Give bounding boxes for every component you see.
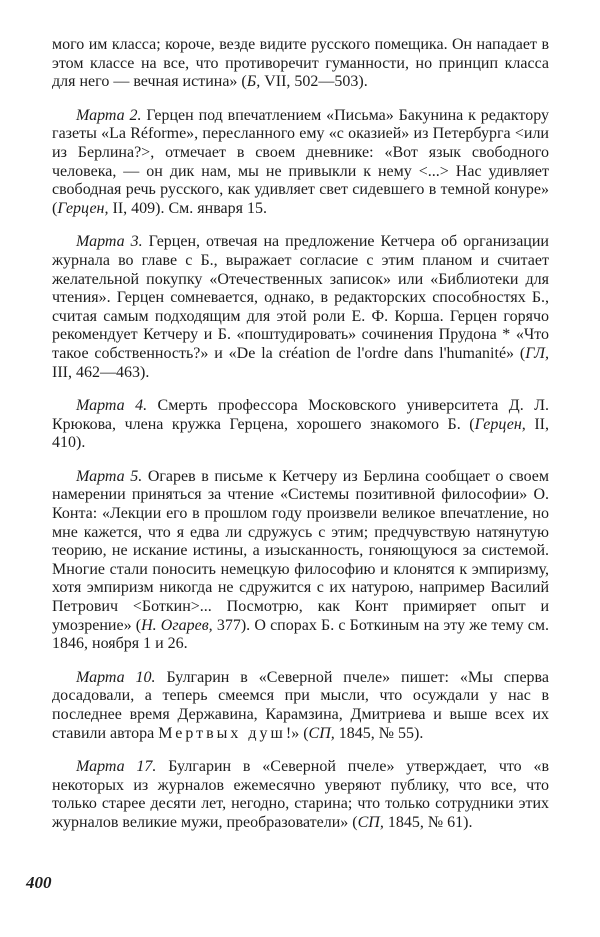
page-number: 400 [26,873,52,892]
entry-march-2 [52,107,549,219]
paragraph-text: Смерть профессора Московского университета Д. Л. Крюкова, члена кружка Герцена, хорошего знакомого Б. ( [52,397,549,433]
entry-date: Марта 5. [76,467,143,485]
entry-march-3 [52,233,549,382]
reference-details: III, 462—463). [52,363,150,381]
reference-details: VII, 502—503). [260,73,368,91]
reference-details: II, 409). См. января 15. [108,199,268,217]
source-reference: Н. Огарев, [141,616,213,634]
paragraph-text: Герцен под впечатлением «Письма» Бакунина к редактору газеты «La Réforme», пересланного ему «с оказией» из Петербурга <или из Берлина?>, отмечает в своем дневнике: «Вот язык свободного человека, — он дик нам, мы не привыкли к нему <...> Нас удивляет свободная речь русского, как удивляет свет сидевшего в темной конуре» ( [52,106,549,217]
entry-date: Марта 17. [76,758,157,776]
source-reference: Герцен, [57,199,109,217]
entry-date: Марта 4. [76,397,148,415]
source-reference: ГЛ, [525,344,549,362]
source-reference: Герцен, [474,415,526,433]
document-page [52,36,549,833]
entry-march-10 [52,669,549,743]
paragraph-text: Булгарин в «Северной пчеле» пишет: «Мы сперва досадовали, а теперь смеемся при мысли, что осуждали у нас в последнее время Державина, Карамзина, Дмитриева и выше всех их ставили автора [52,668,549,742]
source-reference: Б, [246,73,261,91]
reference-details: 377). О спорах Б. с Боткиным на эту же тему см. 1846, ноября 1 и 26. [52,616,549,653]
reference-details: II, 410). [52,415,550,452]
paragraph-text: Герцен, отвечая на предложение Кетчера об организации журнала во главе с Б., выражает согласие с этим планом и считает желательной покупку «Отечественных записок» или «Библиотеки для чтения». Герцен сомневается, однако, в редакторских способностях Б., считая самым подходящим для этой роли Е. Ф. Корша. Герцен горячо рекомендует Кетчеру и Б. «поштудировать» сочинения Прудона * «Что такое собственность?» и «De la création de l'ordre dans l'humanité» ( [52,233,549,362]
paragraph-continuation [52,36,549,92]
entry-date: Марта 2. [76,106,142,124]
spaced-title: Мертвых душ [158,724,286,742]
entry-march-17 [52,758,549,832]
reference-details: 1845, № 61). [383,813,473,831]
paragraph-text: мого им класса; короче, везде видите русского помещика. Он нападает в этом классе на все, что противоречит гуманности, но принцип класса для него — вечная истина» ( [52,36,549,91]
entry-march-5 [52,468,549,654]
paragraph-text: Огарев в письме к Кетчеру из Берлина сообщает о своем намерении приняться за чтение «Системы позитивной философии» О. Конта: «Лекции его в прошлом году произвели великое впечатление, но мне кажется, что я едва ли сдружусь с этим; предчувствую натянутую теорию, не искание истины, а изысканность, гоняющуюся за системой. Многие стали поносить немецкую философию и клонятся к эмпиризму, хотя эмпиризм никогда не сдружится с их натурою, например Василий Петрович <Боткин>... Посмотрю, как Конт примиряет опыт и умозрение» ( [52,467,550,634]
entry-date: Марта 10. [76,668,156,686]
entry-date: Марта 3. [76,233,143,251]
paragraph-text: Булгарин в «Северной пчеле» утверждает, что «в некоторых из журналов ежемесячно уверяют публику, что все, что только старее десяти лет, негодно, старина; что только сотрудники этих журналов великие мужи, преобразователи» ( [52,758,549,831]
quote-close: !» ( [285,724,309,742]
source-reference: СП, [357,813,384,831]
source-reference: СП, [308,724,335,742]
reference-details: 1845, № 55). [334,724,424,742]
entry-march-4 [52,397,549,453]
